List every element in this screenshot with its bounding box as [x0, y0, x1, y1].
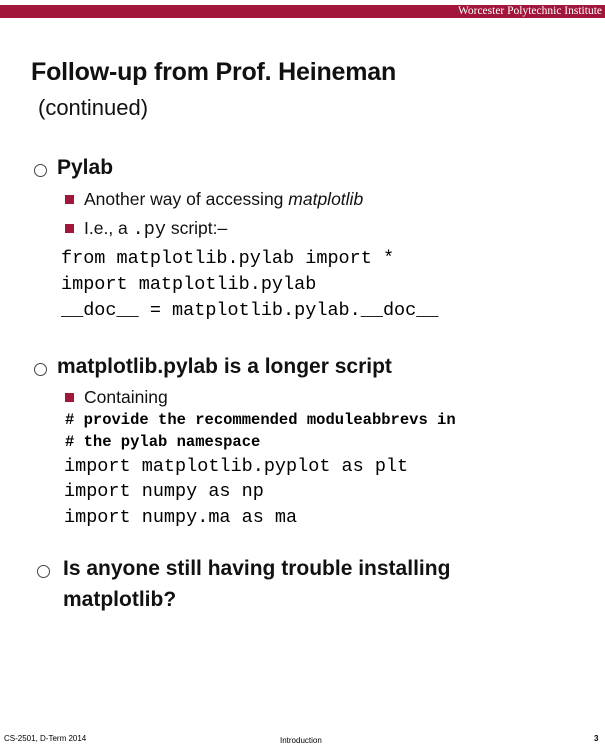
subitem-containing: Containing: [84, 387, 168, 407]
bullet-circle-icon: [37, 565, 50, 578]
square-bullet-icon: [65, 393, 74, 402]
code-line: import numpy.ma as ma: [64, 507, 298, 528]
code-line: import matplotlib.pyplot as plt: [64, 456, 409, 477]
comment-line: # provide the recommended moduleabbrevs in: [65, 411, 456, 429]
footer-page-number: 3: [594, 734, 599, 743]
bullet-circle-icon: [34, 164, 47, 177]
bullet-trouble-installing-line1: Is anyone still having trouble installing: [63, 557, 451, 580]
bullet-longer-script: matplotlib.pylab is a longer script: [57, 355, 392, 378]
code-line: import numpy as np: [64, 481, 264, 502]
bullet-circle-icon: [34, 363, 47, 376]
bullet-trouble-installing-line2: matplotlib?: [63, 588, 177, 611]
square-bullet-icon: [65, 195, 74, 204]
slide-title: Follow-up from Prof. Heineman: [31, 58, 397, 86]
inline-code-py: .py: [132, 219, 166, 240]
footer-course: CS-2501, D-Term 2014: [4, 734, 87, 743]
emph-matplotlib: matplotlib: [288, 189, 364, 209]
institution-name: Worcester Polytechnic Institute: [457, 5, 602, 17]
footer-section: Introduction: [280, 736, 322, 745]
code-line: __doc__ = matplotlib.pylab.__doc__: [61, 300, 439, 321]
comment-line: # the pylab namespace: [65, 433, 261, 451]
subitem-another-way: Another way of accessing matplotlib: [84, 189, 364, 209]
bullet-pylab: Pylab: [57, 156, 114, 179]
subitem-ie-script: I.e., a .py script:–: [84, 218, 228, 240]
header-bar: [0, 5, 605, 18]
code-line: from matplotlib.pylab import *: [61, 248, 395, 269]
code-line: import matplotlib.pylab: [61, 274, 317, 295]
slide-subtitle: (continued): [38, 95, 149, 120]
square-bullet-icon: [65, 224, 74, 233]
